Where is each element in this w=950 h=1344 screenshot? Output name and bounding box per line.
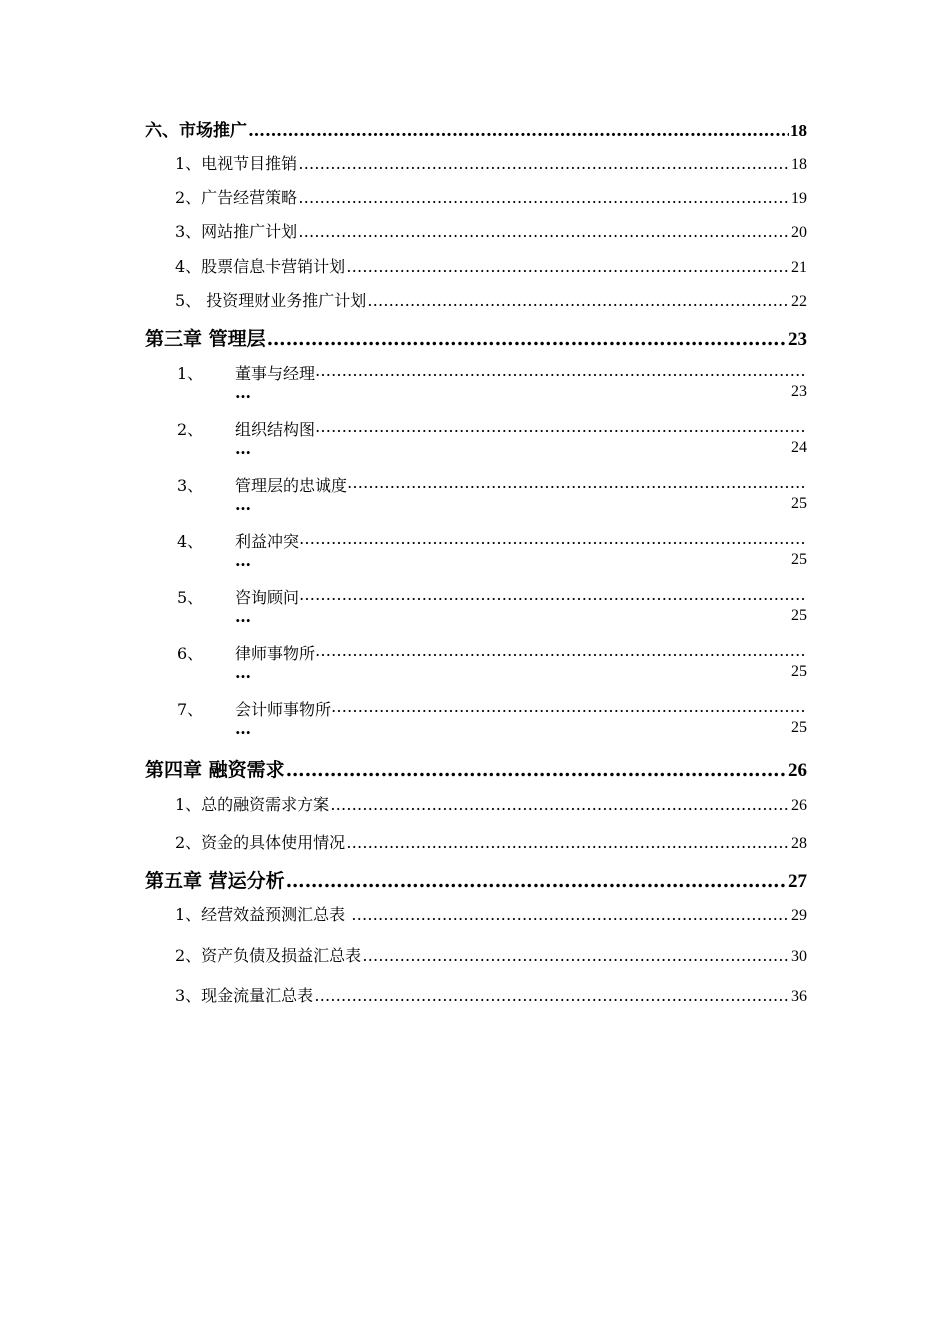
dot-leader [315,361,807,384]
toc-page-number: 25 [791,495,807,512]
dot-leader-continued: … [235,551,251,570]
toc-page-number: 25 [791,719,807,736]
toc-page-number: 19 [791,190,807,207]
toc-entry[interactable] [175,151,807,174]
toc-entry-label: 组织结构图 [235,420,316,439]
toc-page-number: 26 [791,797,807,814]
dot-leader-continued: … [235,663,251,682]
toc-entry-label: 1、电视节目推销 [175,154,298,173]
toc-entry[interactable] [175,288,807,311]
dot-leader [298,222,790,241]
toc-chapter-3[interactable] [145,324,807,351]
dot-leader [286,759,787,781]
toc-page-number: 26 [788,760,807,781]
toc-entry-label: 1、总的融资需求方案 [175,795,330,814]
toc-page-number: 18 [790,121,807,140]
dot-leader [299,529,807,552]
toc-entry[interactable] [175,254,807,277]
toc-entry-number: 6、 [177,644,204,663]
toc-entry-label: 2、广告经营策略 [175,188,298,207]
toc-entry-label: 2、资金的具体使用情况 [175,833,346,852]
toc-entry-label: 3、网站推广计划 [175,222,298,241]
toc-entry-label: 3、现金流量汇总表 [175,986,314,1005]
dot-leader-continued: … [235,495,251,514]
dot-leader [330,795,790,814]
toc-chapter-label: 第四章 融资需求 [145,759,285,781]
toc-page-number: 23 [791,383,807,400]
toc-entry-label: 5、 投资理财业务推广计划 [175,291,367,310]
toc-page-number: 25 [791,551,807,568]
toc-page-number: 25 [791,607,807,624]
dot-leader [346,257,790,276]
dot-leader [314,986,790,1005]
toc-chapter-4[interactable] [145,755,807,782]
toc-page-number: 25 [791,663,807,680]
dot-leader [315,641,807,664]
dot-leader-continued: … [235,719,251,738]
dot-leader [331,697,807,720]
toc-entry-number: 1、 [177,364,204,383]
toc-entry-label: 咨询顾问 [235,588,300,607]
toc-page-number: 23 [788,329,807,350]
toc-page-number: 28 [791,835,807,852]
toc-entry-label: 2、资产负债及损益汇总表 [175,946,362,965]
toc-page-number: 29 [791,907,807,924]
dot-leader [315,417,807,440]
toc-entry-number: 2、 [177,420,204,439]
toc-entry-label: 1、经营效益预测汇总表 [175,905,351,924]
toc-chapter-label: 第三章 管理层 [145,328,266,350]
toc-page-number: 36 [791,988,807,1005]
toc-entry-number: 4、 [177,532,204,551]
toc-entry-label: 律师事物所 [235,644,316,663]
toc-page-number: 30 [791,948,807,965]
toc-entry[interactable] [175,943,807,966]
toc-page-number: 27 [788,871,807,892]
toc-entry-label: 六、市场推广 [145,121,247,141]
toc-entry-label: 利益冲突 [235,532,300,551]
dot-leader [362,946,790,965]
toc-entry-label: 会计师事物所 [235,700,332,719]
toc-entry-label: 4、股票信息卡营销计划 [175,257,346,276]
dot-leader [248,121,789,141]
dot-leader [298,154,790,173]
dot-leader [286,870,787,892]
dot-leader [367,291,790,310]
toc-chapter-label: 第五章 营运分析 [145,870,285,892]
dot-leader [298,188,790,207]
toc-entry-number: 3、 [177,476,204,495]
toc-page-number: 18 [791,156,807,173]
toc-entry[interactable] [175,983,807,1006]
dot-leader [346,833,790,852]
toc-page-number: 24 [791,439,807,456]
dot-leader [351,905,790,924]
toc-page-number: 20 [791,224,807,241]
toc-page-number: 22 [791,293,807,310]
dot-leader-continued: … [235,607,251,626]
toc-entry[interactable] [175,792,807,815]
dot-leader [267,328,787,350]
dot-leader-continued: … [235,439,251,458]
toc-section-marketing[interactable] [145,116,807,141]
toc-entry[interactable] [175,830,807,853]
toc-entry-number: 5、 [177,588,204,607]
toc-chapter-5[interactable] [145,866,807,893]
toc-entry[interactable] [175,902,807,925]
toc-entry[interactable] [175,185,807,208]
dot-leader-continued: … [235,383,251,402]
dot-leader [299,585,807,608]
toc-entry[interactable] [175,219,807,242]
dot-leader [347,473,807,496]
toc-entry-label: 董事与经理 [235,364,316,383]
toc-entry-number: 7、 [177,700,204,719]
toc-entry-label: 管理层的忠诚度 [235,476,348,495]
toc-page-number: 21 [791,259,807,276]
